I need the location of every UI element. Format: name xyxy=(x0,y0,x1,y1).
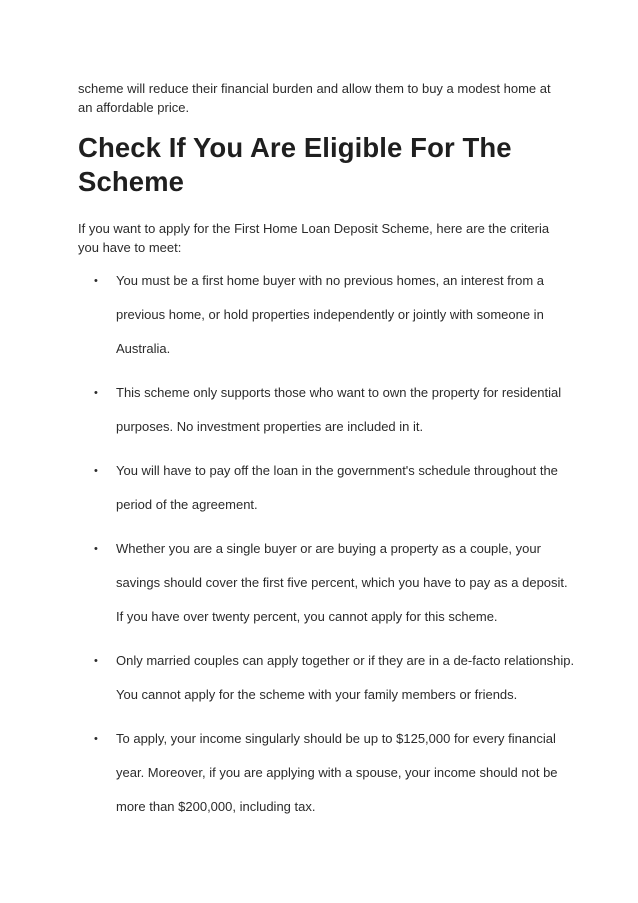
bullet-icon: • xyxy=(94,655,98,667)
criteria-item-text: Whether you are a single buyer or are buying a property as a couple, your savings should cover the first five percent, which you have to pay as a deposit. If you have over twenty percent, you cannot apply for this scheme. xyxy=(116,541,568,624)
criteria-item-text: To apply, your income singularly should be up to $125,000 for every financial year. Moreover, if you are applying with a spouse, your income should not be more than $200,000, including tax. xyxy=(116,731,558,814)
criteria-item-text: You will have to pay off the loan in the government's schedule throughout the period of the agreement. xyxy=(116,463,558,512)
criteria-item xyxy=(78,722,578,824)
criteria-item-text: You must be a first home buyer with no previous homes, an interest from a previous home, or hold properties independently or jointly with someone in Australia. xyxy=(116,273,545,356)
intro-paragraph: scheme will reduce their financial burden and allow them to buy a modest home at an affordable price. xyxy=(78,81,551,115)
criteria-item xyxy=(78,644,578,712)
bullet-icon: • xyxy=(94,465,98,477)
criteria-item xyxy=(78,376,578,444)
bullet-icon: • xyxy=(94,387,98,399)
criteria-item-text: This scheme only supports those who want to own the property for residential purposes. No investment properties are included in it. xyxy=(116,385,562,434)
criteria-item xyxy=(78,264,578,366)
eligibility-criteria-list xyxy=(78,264,578,834)
bullet-icon: • xyxy=(94,733,98,745)
section-heading: Check If You Are Eligible For The Scheme xyxy=(78,132,512,197)
lead-paragraph: If you want to apply for the First Home Loan Deposit Scheme, here are the criteria you have to meet: xyxy=(78,221,550,255)
bullet-icon: • xyxy=(94,543,98,555)
criteria-item-text: Only married couples can apply together or if they are in a de-facto relationship. You cannot apply for the scheme with your family members or friends. xyxy=(116,653,575,702)
bullet-icon: • xyxy=(94,275,98,287)
criteria-item xyxy=(78,454,578,522)
criteria-item xyxy=(78,532,578,634)
